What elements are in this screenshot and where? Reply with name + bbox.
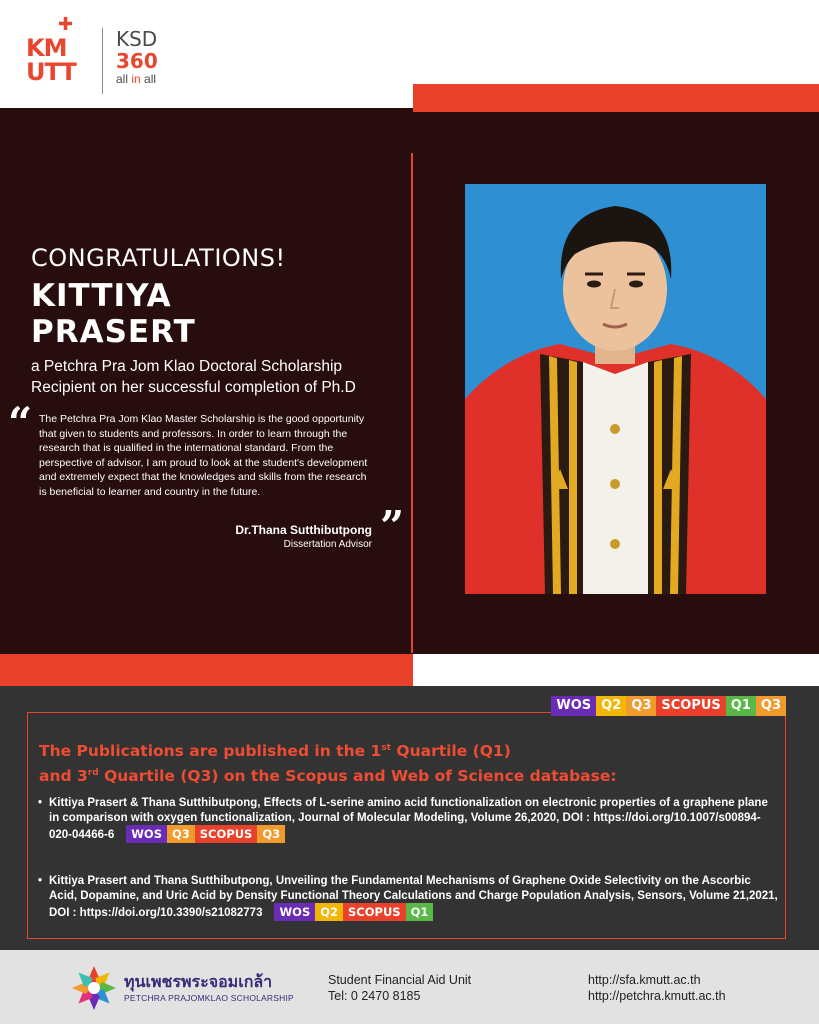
recipient-line-2: Recipient on her successful completion of Ph.D — [31, 379, 356, 396]
badge-wos: WOS — [126, 825, 167, 843]
heading-l1-pre: The Publications are published in the 1 — [39, 742, 382, 761]
heading-l1-sup: st — [381, 743, 391, 753]
sfa-link[interactable]: http://sfa.kmutt.ac.th — [588, 973, 701, 987]
badge-wos: WOS — [274, 903, 315, 921]
badge-q3: Q3 — [756, 696, 786, 716]
unit-name: Student Financial Aid Unit — [328, 973, 472, 987]
scholarship-name-thai: ทุนเพชรพระจอมเกล้า — [124, 972, 273, 991]
recipient-portrait — [465, 184, 766, 594]
heading-l2-pre: and 3 — [39, 767, 88, 786]
portrait-illustration — [465, 184, 766, 594]
accent-bar-top — [413, 84, 819, 112]
heading-l1-post: Quartile (Q1) — [391, 742, 511, 761]
open-quote-icon: “ — [8, 398, 33, 447]
ksd-logo-number: 360 — [116, 49, 158, 73]
badge-scopus: SCOPUS — [195, 825, 258, 843]
ksd-tagline — [116, 72, 158, 86]
recipient-name — [31, 278, 196, 350]
logo-divider — [102, 28, 103, 94]
heading-line-1 — [39, 737, 779, 762]
recipient-description — [31, 356, 401, 398]
bullet-icon: • — [38, 797, 43, 809]
publication-item — [38, 796, 778, 845]
petchra-flower-icon — [70, 964, 118, 1012]
ksd360-logo — [116, 28, 158, 86]
contact-unit — [328, 972, 471, 1004]
badge-q3: Q3 — [167, 825, 195, 843]
publication-text — [38, 796, 778, 845]
bullet-icon: • — [38, 875, 43, 887]
publication-badges — [126, 825, 285, 845]
cross-icon: ✚ — [58, 14, 74, 34]
ksd-logo-text: KSD — [116, 27, 158, 51]
publications-heading — [39, 737, 779, 787]
publication-citation: Kittiya Prasert and Thana Sutthibutpong, Unveiling the Fundamental Mechanisms of Graphene Oxide Selectivity on the Ascorbic Acid, Dopamine, and Uric Acid by Density Functional Theory Calculations and Charge Population Analysis, Sensors, Volume 21,2021, DOI : https://doi.org/10.3390/s21082773 — [49, 875, 778, 920]
congrats-heading: CONGRATULATIONS! — [31, 244, 286, 272]
advisor-quote: The Petchra Pra Jom Klao Master Scholarship is the good opportunity that given to students and professors. In order to learn through the research that is qualified in the international standard. From the perspective of advisor, I am proud to look at the student's development and extremely expect that the knowledges and skills from the research is beneficial to learner and country in the future. — [39, 413, 368, 498]
badge-q2: Q2 — [596, 696, 626, 716]
badge-q1: Q1 — [406, 903, 434, 921]
kmutt-logo — [26, 14, 90, 86]
tagline-post: all — [140, 72, 157, 86]
badge-scopus: SCOPUS — [656, 696, 725, 716]
tagline-pre: all — [116, 72, 132, 86]
unit-phone: Tel: 0 2470 8185 — [328, 989, 421, 1003]
badge-scopus: SCOPUS — [343, 903, 406, 921]
indexing-badges — [551, 696, 786, 716]
heading-l2-sup: rd — [87, 768, 99, 779]
heading-l2-post: Quartile (Q3) on the Scopus and Web of Science database: — [98, 767, 617, 786]
publication-badges — [274, 903, 433, 923]
badge-q3: Q3 — [626, 696, 656, 716]
scholarship-name-en: PETCHRA PRAJOMKLAO SCHOLARSHIP — [124, 993, 294, 1003]
publication-item — [38, 874, 778, 923]
publication-citation: Kittiya Prasert & Thana Sutthibutpong, Effects of L-serine amino acid functionalization on electronic properties of a graphene plane in comparison with oxygen functionalization, Journal of Molecular Modeling, Volume 26,2020, DOI : https://doi.org/10.1007/s00894-020-04466-6 — [49, 797, 768, 842]
badge-q2: Q2 — [315, 903, 343, 921]
recipient-last-name: PRASERT — [31, 314, 196, 350]
tagline-in: in — [131, 72, 141, 86]
contact-links — [588, 972, 726, 1004]
badge-q3: Q3 — [257, 825, 285, 843]
badge-q1: Q1 — [726, 696, 756, 716]
petchra-link[interactable]: http://petchra.kmutt.ac.th — [588, 989, 726, 1003]
hero-divider-line — [411, 153, 413, 653]
advisor-role: Dissertation Advisor — [283, 539, 372, 550]
publication-text — [38, 874, 778, 923]
badge-wos: WOS — [551, 696, 596, 716]
heading-line-2 — [39, 762, 779, 787]
close-quote-icon: ” — [380, 502, 405, 551]
advisor-name: Dr.Thana Sutthibutpong — [235, 523, 372, 537]
recipient-first-name: KITTIYA — [31, 278, 172, 314]
recipient-line-1: a Petchra Pra Jom Klao Doctoral Scholarship — [31, 358, 343, 375]
kmutt-logo-text: KMUTT — [26, 34, 76, 86]
accent-bar-bottom — [0, 654, 413, 686]
